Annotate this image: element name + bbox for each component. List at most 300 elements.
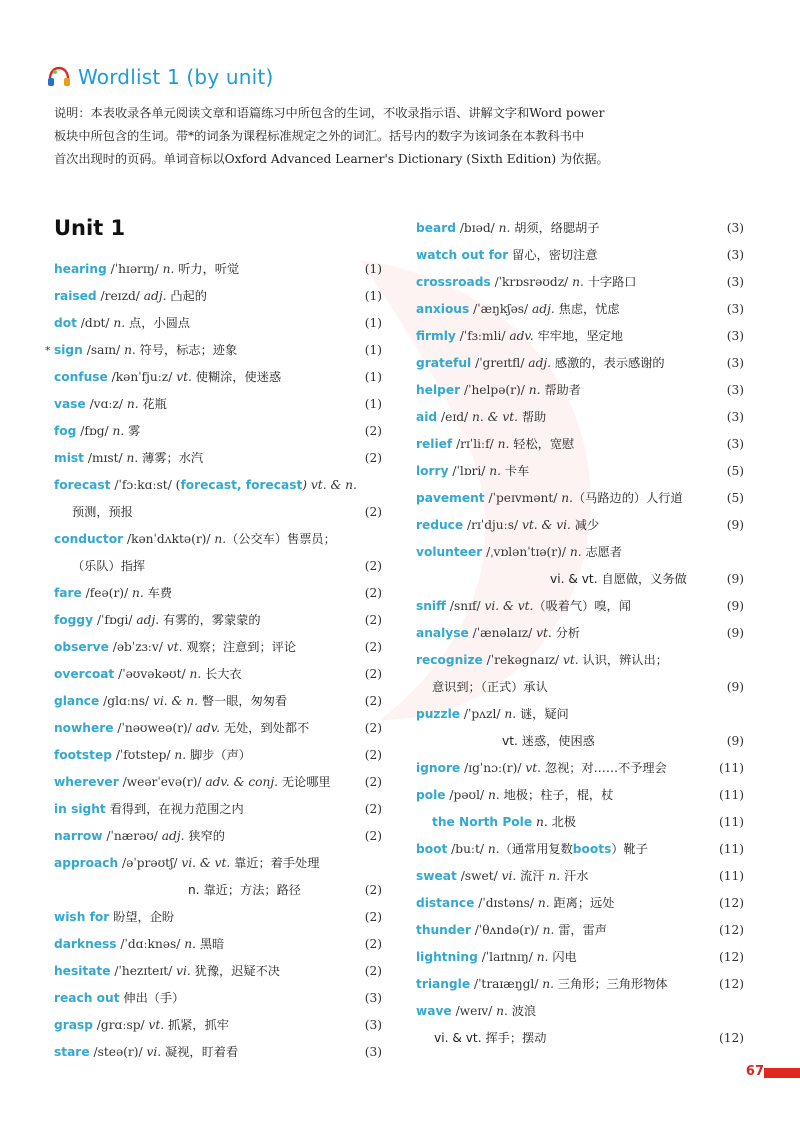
wordlist-entry <box>416 998 744 1052</box>
pronunciation: /snɪf/ <box>445 599 485 613</box>
headword: sweat <box>416 869 457 883</box>
definition: 地极；柱子，棍，杖 <box>499 788 614 802</box>
headword: lightning <box>416 950 478 964</box>
pronunciation: /kənˈdʌktə(r)/ <box>123 532 215 546</box>
part-of-speech: n. <box>174 748 187 762</box>
wordlist-entry <box>54 607 382 634</box>
page-reference: (12) <box>718 1031 744 1045</box>
page-reference: (2) <box>364 559 382 573</box>
page-reference: (1) <box>364 316 382 330</box>
headword: recognize <box>416 653 483 667</box>
pronunciation: /ˈæŋkʃəs/ <box>469 302 533 316</box>
pronunciation: /grɑːsp/ <box>92 1018 149 1032</box>
pronunciation: /reɪzd/ <box>96 289 144 303</box>
part-of-speech: n. <box>537 896 550 910</box>
pronunciation: /dɒt/ <box>76 316 114 330</box>
page-reference: (9) <box>726 599 744 613</box>
part-of-speech: adj. <box>136 613 160 627</box>
page-reference: (5) <box>726 464 744 478</box>
part-of-speech: adj. <box>532 302 555 316</box>
definition-continued: vi. & vt. 自愿做，义务做 <box>550 572 687 586</box>
pronunciation: /rɪˈliːf/ <box>452 437 498 451</box>
page-number: 67 <box>745 1064 764 1079</box>
part-of-speech: vi. & n. <box>152 694 198 708</box>
page-reference: (2) <box>364 586 382 600</box>
page-reference: (2) <box>364 883 382 897</box>
wordlist-entry <box>54 391 382 418</box>
pronunciation: /ˈkrɒsrəʊdz/ <box>490 275 573 289</box>
page-reference: (3) <box>364 991 382 1005</box>
part-of-speech: n. <box>189 667 202 681</box>
part-of-speech: adj. <box>528 356 552 370</box>
wordlist-entry <box>416 350 744 377</box>
page-reference: (9) <box>726 626 744 640</box>
part-of-speech: n. <box>542 977 555 991</box>
headword: hesitate <box>54 964 111 978</box>
definition: 看得到，在视力范围之内 <box>109 802 244 816</box>
definition: 忽视；对……不予理会 <box>541 761 667 775</box>
headword: stare <box>54 1045 90 1059</box>
definition: 黑暗 <box>195 937 225 951</box>
wordlist-entry <box>54 661 382 688</box>
page-reference: (3) <box>726 329 744 343</box>
definition: 志愿者 <box>581 545 623 559</box>
part-of-speech: adj. <box>143 289 167 303</box>
headword: grasp <box>54 1018 93 1032</box>
wordlist-entry <box>54 580 382 607</box>
pronunciation: /feə(r)/ <box>81 586 133 600</box>
headword: confuse <box>54 370 108 384</box>
pronunciation: /steə(r)/ <box>89 1045 147 1059</box>
definition: 减少 <box>570 518 600 532</box>
wordlist-entry <box>54 256 382 283</box>
headword: wherever <box>54 775 119 789</box>
headword: puzzle <box>416 707 461 721</box>
page-reference: (11) <box>718 869 744 883</box>
page-reference: (2) <box>364 802 382 816</box>
wordlist-entry <box>54 958 382 985</box>
wordlist-entry <box>416 323 744 350</box>
part-of-speech: n. & vt. <box>472 410 518 424</box>
pronunciation: /ˈlaɪtnɪŋ/ <box>477 950 537 964</box>
headword: wave <box>416 1004 452 1018</box>
page-reference: (1) <box>364 397 382 411</box>
pronunciation: /ˈəʊvəkəʊt/ <box>114 667 190 681</box>
part-of-speech: vi. & vt. <box>181 856 231 870</box>
definition: 瞥一眼，匆匆看 <box>197 694 288 708</box>
headword: distance <box>416 896 475 910</box>
headword: watch out for <box>416 248 509 262</box>
pronunciation: /mɪst/ <box>83 451 127 465</box>
wordlist-entry <box>416 404 744 431</box>
pronunciation: /ˈpeɪvmənt/ <box>484 491 562 505</box>
definition: 分析 <box>551 626 581 640</box>
page-number-bar <box>764 1068 800 1078</box>
page-reference: (1) <box>364 289 382 303</box>
headword: darkness <box>54 937 117 951</box>
wordlist-entry <box>416 512 744 539</box>
part-of-speech: adj. <box>161 829 185 843</box>
part-of-speech: n. <box>487 788 500 802</box>
headword: pavement <box>416 491 485 505</box>
headword: anxious <box>416 302 470 316</box>
pronunciation: /pəʊl/ <box>445 788 488 802</box>
part-of-speech: n. <box>548 869 561 883</box>
headword: volunteer <box>416 545 483 559</box>
page-reference: (3) <box>726 437 744 451</box>
pronunciation: /ˈfɜːmli/ <box>455 329 510 343</box>
page-reference: (3) <box>364 1018 382 1032</box>
definition: 有雾的，雾蒙蒙的 <box>159 613 261 627</box>
pronunciation: /ˈhɪərɪŋ/ <box>106 262 163 276</box>
definition: 伸出（手） <box>123 991 185 1005</box>
definition: 帮助 <box>518 410 547 424</box>
pronunciation: /əbˈzɜːv/ <box>108 640 167 654</box>
page-reference: (3) <box>726 383 744 397</box>
headword: wish for <box>54 910 110 924</box>
wordlist-entry <box>416 485 744 512</box>
definition: 闪电 <box>548 950 577 964</box>
wordlist-entry <box>416 782 744 809</box>
page-reference: (11) <box>718 761 744 775</box>
page-reference: (9) <box>726 518 744 532</box>
definition: 流汗 <box>516 869 549 883</box>
page-reference: (2) <box>364 775 382 789</box>
wordlist-entry <box>416 593 744 620</box>
part-of-speech: vt. <box>525 761 542 775</box>
headword: helper <box>416 383 461 397</box>
pronunciation: /ˈhezɪteɪt/ <box>110 964 177 978</box>
definition: 点，小圆点 <box>125 316 190 330</box>
headword: relief <box>416 437 453 451</box>
definition: 听力，听觉 <box>174 262 240 276</box>
part-of-speech: n. <box>536 950 549 964</box>
wordlist-entry <box>54 418 382 445</box>
definition: 犹豫，迟疑不决 <box>190 964 280 978</box>
wordlist-entry <box>54 904 382 931</box>
part-of-speech: ) vt. & n. <box>302 478 357 492</box>
page-reference: (2) <box>364 748 382 762</box>
page-reference: (11) <box>718 842 744 856</box>
pronunciation: /weərˈevə(r)/ <box>118 775 206 789</box>
page-reference: (11) <box>718 788 744 802</box>
page-reference: (2) <box>364 667 382 681</box>
pronunciation: /ˈdɪstəns/ <box>474 896 538 910</box>
headword: the North Pole <box>432 815 533 829</box>
wordlist-entry <box>416 647 744 701</box>
headword: dot <box>54 316 77 330</box>
definition: 花瓶 <box>138 397 167 411</box>
wordlist-entry <box>45 337 382 364</box>
part-of-speech: n. <box>535 815 548 829</box>
page-reference: (12) <box>718 950 744 964</box>
page-reference: (2) <box>364 937 382 951</box>
wordlist-entry <box>54 283 382 310</box>
title-text: Wordlist 1 (by unit) <box>78 65 274 89</box>
part-of-speech: n. <box>528 383 541 397</box>
part-of-speech: n. <box>132 586 144 600</box>
wordlist-entry <box>416 836 744 863</box>
wordlist-entry <box>54 364 382 391</box>
pronunciation: /əˈprəʊtʃ/ <box>118 856 182 870</box>
wordlist-entry <box>54 526 382 580</box>
wordlist-entry <box>416 863 744 890</box>
part-of-speech: vt. & vi. <box>522 518 571 532</box>
pronunciation: /ɪgˈnɔː(r)/ <box>460 761 526 775</box>
intro-line: 说明：本表收录各单元阅读文章和语篇练习中所包含的生词，不收录指示语、讲解文字和Word power <box>54 106 605 120</box>
definition: 符号，标志；迹象 <box>135 343 238 357</box>
part-of-speech: adv. <box>195 721 221 735</box>
definition: 盼望，企盼 <box>113 910 175 924</box>
wordlist-entry <box>416 701 744 755</box>
definition: 无论哪里 <box>278 775 331 789</box>
headword: lorry <box>416 464 449 478</box>
definition: 卡车 <box>501 464 530 478</box>
part-of-speech: n. <box>126 397 139 411</box>
part-of-speech: vt. <box>536 626 552 640</box>
page-reference: (2) <box>364 964 382 978</box>
wordlist-entry <box>416 296 744 323</box>
definition-continued: （乐队）指挥 <box>72 559 146 573</box>
part-of-speech: vi. <box>146 1045 162 1059</box>
wordlist-entry <box>416 809 744 836</box>
page-reference: (2) <box>364 694 382 708</box>
part-of-speech: n. <box>542 923 555 937</box>
wordlist-entry <box>54 715 382 742</box>
definition: 凝视，盯着看 <box>161 1045 239 1059</box>
headword: boot <box>416 842 448 856</box>
pronunciation: /ˈrekəgnaɪz/ <box>482 653 563 667</box>
headword: in sight <box>54 802 106 816</box>
headword: narrow <box>54 829 103 843</box>
part-of-speech: vi. & vt. <box>484 599 534 613</box>
wordlist-entry <box>54 688 382 715</box>
definition: 脚步（声） <box>186 748 251 762</box>
plural-form: boots <box>572 842 612 856</box>
page-reference: (5) <box>726 491 744 505</box>
definition: 汗水 <box>560 869 589 883</box>
headword: fog <box>54 424 77 438</box>
definition: 留心，密切注意 <box>512 248 598 262</box>
wordlist-entry <box>54 769 382 796</box>
definition: 雷，雷声 <box>554 923 607 937</box>
definition: 轻松，宽慰 <box>509 437 575 451</box>
definition: 薄雾；水汽 <box>138 451 204 465</box>
definition: 车费 <box>143 586 173 600</box>
headphones-icon <box>46 64 72 90</box>
headword: forecast <box>54 478 111 492</box>
part-of-speech: n. <box>498 221 511 235</box>
headword: fare <box>54 586 82 600</box>
part-of-speech: vi. <box>176 964 191 978</box>
pronunciation: /vɑːz/ <box>85 397 127 411</box>
part-of-speech: n. <box>496 1004 508 1018</box>
page-reference: (12) <box>718 977 744 991</box>
wordlist-entry <box>416 944 744 971</box>
page-reference: (2) <box>364 424 382 438</box>
wordlist-entry <box>54 472 382 526</box>
pronunciation: /ˈfɒgi/ <box>93 613 137 627</box>
intro-line: 首次出现时的页码。单词音标以Oxford Advanced Learner's Dictionary (Sixth Edition) 为依据。 <box>54 152 609 166</box>
definition-continued: vt. 迷惑，使困惑 <box>502 734 595 748</box>
intro-note <box>54 102 750 171</box>
definition-continued: vi. & vt. 挥手；摆动 <box>434 1031 547 1045</box>
definition: 长大衣 <box>201 667 242 681</box>
wordlist-entry <box>54 931 382 958</box>
pronunciation: /weɪv/ <box>451 1004 497 1018</box>
pronunciation: /eɪd/ <box>437 410 473 424</box>
definition: 北极 <box>547 815 576 829</box>
wordlist-entry <box>416 458 744 485</box>
page-reference: (2) <box>364 829 382 843</box>
headword: conductor <box>54 532 124 546</box>
headword: observe <box>54 640 109 654</box>
pronunciation: /ˈænəlaɪz/ <box>468 626 537 640</box>
part-of-speech: n. <box>124 343 136 357</box>
headword: nowhere <box>54 721 114 735</box>
part-of-speech: vt. <box>166 640 183 654</box>
definition: 抓紧，抓牢 <box>164 1018 229 1032</box>
wordlist-entry <box>54 796 382 823</box>
definition: 距离；远处 <box>549 896 615 910</box>
headword: overcoat <box>54 667 115 681</box>
wordlist-entry <box>416 377 744 404</box>
definition: 波浪 <box>507 1004 537 1018</box>
definition: 十字路口 <box>583 275 637 289</box>
wordlist-entry <box>54 445 382 472</box>
page-reference: (2) <box>364 721 382 735</box>
definition: 观察；注意到；评论 <box>182 640 297 654</box>
headword: grateful <box>416 356 472 370</box>
definition: 无处，到处都不 <box>220 721 310 735</box>
part-of-speech: n. <box>561 491 573 505</box>
page-reference: (3) <box>726 356 744 370</box>
headword: mist <box>54 451 84 465</box>
page-reference: (1) <box>364 262 382 276</box>
part-of-speech: vi. <box>501 869 517 883</box>
pronunciation: /bɪəd/ <box>455 221 499 235</box>
part-of-speech: adv. & conj. <box>205 775 278 789</box>
page-reference: (2) <box>364 505 382 519</box>
headword: ignore <box>416 761 461 775</box>
wordlist-entry <box>54 310 382 337</box>
pronunciation: /ˈlɒri/ <box>448 464 490 478</box>
pronunciation: /fɒg/ <box>76 424 113 438</box>
right-column <box>416 215 744 1052</box>
wordlist-entry <box>416 539 744 593</box>
definition: 胡须，络腮胡子 <box>510 221 600 235</box>
wordlist-entry <box>416 755 744 782</box>
part-of-speech: n. <box>214 532 227 546</box>
word-forms: forecast, forecast <box>180 478 303 492</box>
headword: aid <box>416 410 438 424</box>
definition: （马路边的）人行道 <box>573 491 683 505</box>
headword: sniff <box>416 599 446 613</box>
part-of-speech: n. <box>113 316 126 330</box>
pronunciation: /ˈnærəʊ/ <box>102 829 162 843</box>
definition: 帮助者 <box>540 383 581 397</box>
page-reference: (3) <box>726 275 744 289</box>
definition: 靠近；着手处理 <box>230 856 320 870</box>
definition-continued: n. 靠近；方法；路径 <box>188 883 301 897</box>
page-reference: (11) <box>718 815 744 829</box>
wordlist-entry <box>54 1039 382 1066</box>
wordlist-entry <box>54 850 382 904</box>
definition-continued: 意识到；（正式）承认 <box>432 680 548 694</box>
part-of-speech: n. <box>569 545 582 559</box>
part-of-speech: n. <box>487 842 500 856</box>
wordlist-entry <box>416 917 744 944</box>
part-of-speech: n. <box>162 262 175 276</box>
wordlist-entry <box>416 620 744 647</box>
page-reference: (2) <box>364 910 382 924</box>
definition: 凸起的 <box>166 289 207 303</box>
headword: reach out <box>54 991 120 1005</box>
definition: 狭窄的 <box>184 829 225 843</box>
part-of-speech: vt. <box>148 1018 165 1032</box>
part-of-speech: adv. <box>509 329 534 343</box>
part-of-speech: vt. <box>176 370 192 384</box>
headword: vase <box>54 397 86 411</box>
pronunciation: /buːt/ <box>447 842 488 856</box>
definition: 雾 <box>124 424 141 438</box>
headword: thunder <box>416 923 471 937</box>
page-reference: (2) <box>364 640 382 654</box>
definition: ）靴子 <box>611 842 648 856</box>
pronunciation: /ˈfɔːkɑːst/ ( <box>110 478 181 492</box>
page-reference: (3) <box>726 302 744 316</box>
pronunciation: /ˈpʌzl/ <box>460 707 505 721</box>
headword: beard <box>416 221 456 235</box>
page-reference: (9) <box>726 680 744 694</box>
headword: reduce <box>416 518 464 532</box>
part-of-speech: n. <box>572 275 584 289</box>
pronunciation: /ˈtraɪæŋgl/ <box>470 977 543 991</box>
section-title <box>46 62 273 92</box>
pronunciation: /kənˈfjuːz/ <box>107 370 177 384</box>
definition-continued: 预测，预报 <box>72 505 133 519</box>
wordlist-entry <box>54 634 382 661</box>
page-reference: (3) <box>726 221 744 235</box>
definition: 焦虑，忧虑 <box>554 302 620 316</box>
page-reference: (1) <box>364 370 382 384</box>
page-reference: (3) <box>364 1045 382 1059</box>
definition: （吸着气）嗅，闻 <box>533 599 631 613</box>
pronunciation: /swet/ <box>456 869 502 883</box>
headword: footstep <box>54 748 112 762</box>
headword: approach <box>54 856 119 870</box>
headword: hearing <box>54 262 107 276</box>
wordlist-entry <box>54 823 382 850</box>
headword: pole <box>416 788 446 802</box>
page-reference: (12) <box>718 896 744 910</box>
headword: triangle <box>416 977 471 991</box>
part-of-speech: n. <box>497 437 510 451</box>
unit-heading: Unit 1 <box>54 216 126 240</box>
pronunciation: /ˈθʌndə(r)/ <box>470 923 543 937</box>
part-of-speech: n. <box>126 451 139 465</box>
page-reference: (1) <box>364 343 382 357</box>
pronunciation: /saɪn/ <box>82 343 125 357</box>
part-of-speech: vt. <box>563 653 579 667</box>
definition: 感激的，表示感谢的 <box>551 356 665 370</box>
part-of-speech: n. <box>504 707 517 721</box>
headword: foggy <box>54 613 94 627</box>
headword: firmly <box>416 329 456 343</box>
headword: analyse <box>416 626 469 640</box>
pronunciation: /ˈfʊtstep/ <box>111 748 175 762</box>
headword: crossroads <box>416 275 491 289</box>
